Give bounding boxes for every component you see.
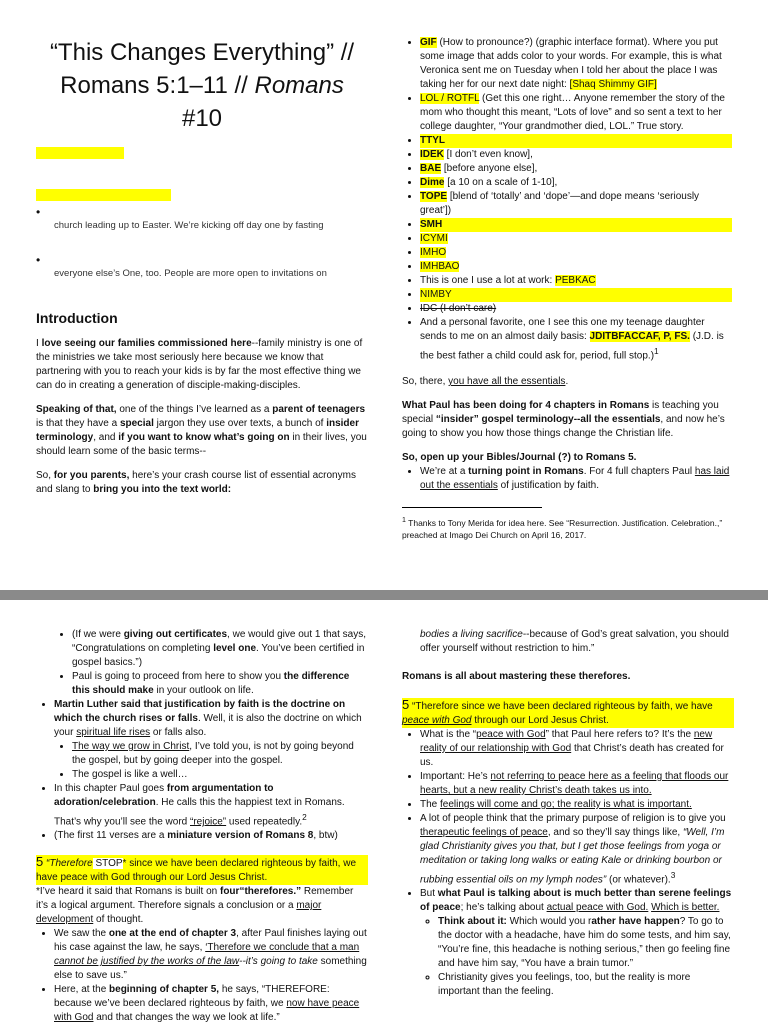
list-item: • And a personal favorite, one I see this one my teenage daughter sends to me on an almost daily basis: JDITBFACCAF, P, FS. (J.D. is the best father a child could ask for, period, full stop.)$^1$	[420, 316, 732, 363]
list-item: • IMHBAO	[420, 260, 732, 274]
bullet-text: everyone else’s One, too. People are more open to invitations on	[54, 268, 327, 279]
list-item: • Martin Luther said that justification by faith is the doctrine on which the church rises or falls. Well, it is also the doctrine on which your spiritual life rises or falls also. • The way we grow in Christ, I’ve told you, is not by going beyond the gospel, but by going deeper into the gospel. • The gospel is like a well…	[54, 698, 368, 782]
sermon-title	[36, 36, 368, 135]
left-column-page-one	[36, 36, 368, 507]
luther-sublist	[54, 740, 368, 782]
peace-list	[402, 728, 734, 999]
footnote-1: $^1$ Thanks to Tony Merida for idea here. See “Resurrection. Justification. Celebration.,” preached at Imago Dei Church on April 16, 2017.	[402, 516, 723, 541]
list-item: • NIMBY	[420, 288, 732, 302]
left-column-page-two	[36, 628, 368, 1024]
list-item: • We’re at a turning point in Romans. For 4 full chapters Paul has laid out the essentials of justification by faith.	[420, 465, 732, 493]
bullet-text: church leading up to Easter. We’re kicking off day one by fasting	[54, 220, 324, 231]
list-item: • GIF (How to pronounce?) (graphic interface format). Where you put some image that adds color to your words. For example, this is what Veronica sent me on Tuesday when I told her about the place I was taking her for our next date night: [Shaq Shimmy GIF]	[420, 36, 732, 92]
list-item: ◦ Think about it: Which would you rather have happen? To go to the doctor with a headache, have him do some tests, and him say, “You’re fine, this headache is nothing serious,” then go feeling fine and have him say, “You have a brain tumor.”	[438, 915, 734, 971]
list-item: • IMHO	[420, 246, 732, 260]
highlight-bar-1	[36, 147, 124, 159]
title-line-2: Romans 5:1–11 // Romans	[60, 72, 344, 99]
list-item: • In this chapter Paul goes from argumentation to adoration/celebration. He calls this the happiest text in Romans. That’s why you’ll see the word “rejoice” used repeatedly.$^2$	[54, 782, 368, 829]
list-item: • (If we were giving out certificates, we would give out 1 that says, “Congratulations on completing level one. You’ve been certified in gospel basics.”)	[72, 628, 368, 670]
bullet-dot: •	[36, 253, 41, 267]
paragraph-families: I love seeing our families commissioned here--family ministry is one of the ministries we take most seriously here because we know that partnering with you to reach your kids is by far the most effective thing we can do in creating a generation of disciple-making-disciples.	[36, 338, 363, 391]
list-item: • TTYL	[420, 134, 732, 148]
therefores-note: *I’ve heard it said that Romans is built on four“therefores.” Remember it’s a logical argument. Therefore signals a conclusion or a major development of thought.	[36, 886, 354, 926]
list-item: • The gospel is like a well…	[72, 768, 368, 782]
paragraph-teenagers: Speaking of that, one of the things I’ve learned as a parent of teenagers is that they have a special jargon they use over texts, a bunch of insider terminology, and if you want to know what’s going on in their lives, you should learn some of the basic terms--	[36, 404, 367, 457]
turning-point-list	[402, 465, 732, 493]
redacted-bullet-1	[36, 207, 368, 233]
list-item: • Dime [a 10 on a scale of 1-10],	[420, 176, 732, 190]
paragraph-paul-chapters: What Paul has been doing for 4 chapters in Romans is teaching you special “insider” gospel terminology--all the essentials, and now he’s going to show you how those things change the Christian life.	[402, 400, 725, 440]
list-item: • Important: He’s not referring to peace here as a feeling that floods our hearts, but a new reality Christ’s death takes us into.	[420, 770, 734, 798]
luther-list	[36, 698, 368, 843]
paragraph-essentials: So, there, you have all the essentials.	[402, 376, 569, 388]
list-item: ◦ Christianity gives you feelings, too, but the reality is more important than the feeling.	[438, 971, 734, 999]
list-item: • But what Paul is talking about is much better than serene feelings of peace; he’s talking about actual peace with God. Which is better. ◦ Think about it: Which would you rather have happen? To go to the doctor with a headache, have him do some tests, and him say, “You’re fine, this headache is nothing serious,” then go feeling fine and have him say, “You have a brain tumor.” ◦ Christianity gives you feelings, too, but the reality is more important than the feeling.	[420, 887, 734, 999]
list-item: • This is one I use a lot at work: PEBKAC	[420, 274, 732, 288]
verse-5-peace: 5 “Therefore since we have been declared righteous by faith, we have peace with God through our Lord Jesus Christ.	[402, 698, 734, 728]
list-item: • SMH	[420, 218, 732, 232]
bullet-dot: •	[36, 205, 41, 219]
certificate-list	[36, 628, 368, 698]
footnote-divider	[402, 507, 542, 508]
list-item: • The way we grow in Christ, I’ve told you, is not by going beyond the gospel, but by going deeper into the gospel.	[72, 740, 368, 768]
right-column-page-two	[402, 628, 734, 999]
therefore-list	[36, 927, 368, 1024]
introduction-heading: Introduction	[36, 310, 118, 326]
list-item: • IDC (I don’t care)	[420, 302, 732, 316]
list-item: • A lot of people think that the primary purpose of religion is to give you therapeutic feelings of peace, and so they’ll say things like, “Well, I’m glad Christianity gives you that, but I get those feelings from yoga or meditation or taking long walks or eating Kale or drinking bourbon or rubbing essential oils on my lymph nodes” (or whatever).$^3$	[420, 812, 734, 887]
list-item: • Paul is going to proceed from here to show you the difference this should make in your outlook on life.	[72, 670, 368, 698]
list-item: • The feelings will come and go; the reality is what is important.	[420, 798, 734, 812]
mastering-therefores: Romans is all about mastering these therefores.	[402, 671, 631, 682]
list-item: • LOL / ROTFL (Get this one right… Anyone remember the story of the mom who thought this meant, “Lots of love” and so sent a text to her college daughter, “Your grandmother died, LOL.” True story.	[420, 92, 732, 134]
title-line-3: #10	[181, 105, 223, 132]
list-item: • BAE [before anyone else],	[420, 162, 732, 176]
highlight-bar-2	[36, 189, 171, 201]
title-line-1: “This Changes Everything” //	[49, 39, 355, 66]
list-item: • What is the “peace with God” that Paul here refers to? It’s the new reality of our relationship with God that Christ’s death has created for us.	[420, 728, 734, 770]
list-item: • IDEK [I don’t even know],	[420, 148, 732, 162]
redacted-bullet-2	[36, 255, 368, 281]
acronym-list	[402, 36, 732, 363]
think-sublist	[420, 915, 734, 999]
right-column-page-one	[402, 36, 732, 541]
open-bibles: So, open up your Bibles/Journal (?) to Romans 5.	[402, 452, 637, 464]
list-item: • Here, at the beginning of chapter 5, he says, “THEREFORE: because we’ve been declared righteous by faith, we now have peace with God and that changes the way we look at life.”	[54, 983, 368, 1024]
sacrifice-text: bodies a living sacrifice--because of God’s great salvation, you should offer yourself without restriction to him.”	[420, 629, 729, 654]
list-item: • ICYMI	[420, 232, 732, 246]
list-item: • TOPE [blend of ‘totally’ and ‘dope’—and dope means ‘seriously great’])	[420, 190, 732, 218]
verse-5-quote: 5 “Therefore STOP* since we have been declared righteous by faith, we have peace with God through our Lord Jesus Christ.	[36, 855, 368, 885]
page-two	[0, 600, 768, 1024]
list-item: • (The first 11 verses are a miniature version of Romans 8, btw)	[54, 829, 368, 843]
list-item: • We saw the one at the end of chapter 3, after Paul finishes laying out his case against the law, he says, ‘Therefore we conclude that a man cannot be justified by the works of the law--it’s going to take something else to save us.”	[54, 927, 368, 983]
paragraph-crash-course: So, for you parents, here’s your crash course list of essential acronyms and slang to bring you into the text world:	[36, 470, 356, 495]
